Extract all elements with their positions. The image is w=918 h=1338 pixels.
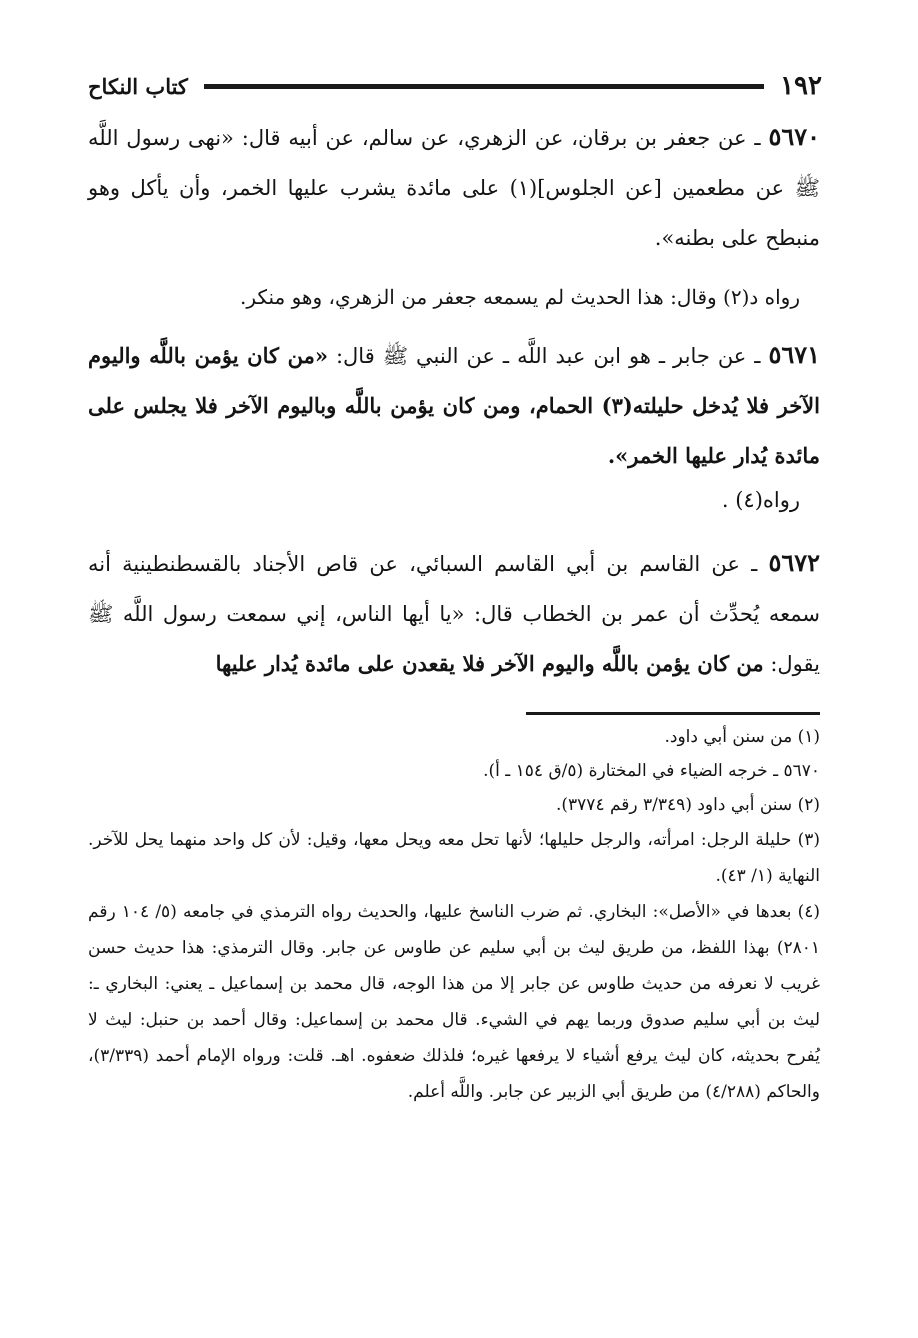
footnote-4: (٤) بعدها في «الأصل»: البخاري. ثم ضرب الناسخ عليها، والحديث رواه الترمذي في جامعه (٥/ ١٠٤ رقم ٢٨٠١) بهذا اللفظ، من طريق ليث بن أبي سليم عن طاوس عن جابر. وقال الترمذي: هذا حديث حسن غريب لا نعرفه من حديث طاوس عن جابر إلا من هذا الوجه، قال محمد بن إسماعيل ـ يعني: البخاري ـ: ليث بن أبي سليم صدوق وربما يهم في الشيء. قال محمد بن إسماعيل: وقال أحمد بن حنبل: ليث لا يُفرح بحديثه، كان ليث يرفع أشياء لا يرفعها غيره؛ فلذلك ضعفوه. اهـ. قلت: ورواه الإمام أحمد (٣/٣٣٩)، والحاكم (٤/٢٨٨) من طريق أبي الزبير عن جابر. واللَّه أعلم. bbox=[88, 902, 820, 1102]
hadith-text: «من كان يؤمن باللَّه واليوم الآخر فلا يُدخل حليلته(٣) الحمام، ومن كان يؤمن باللَّه وباليوم الآخر فلا يجلس على مائدة يُدار عليها الخمر». bbox=[88, 343, 820, 468]
hadith-text: من كان يؤمن باللَّه واليوم الآخر فلا يقعدن على مائدة يُدار عليها bbox=[215, 651, 764, 676]
book-title: كتاب النكاح bbox=[88, 73, 188, 99]
hadith-text: ـ عن جعفر بن برقان، عن الزهري، عن سالم، عن أبيه قال: «نهى رسول اللَّه ﷺ عن مطعمين [عن الجلوس](١) على مائدة يشرب عليها الخمر، وأن يأكل وهو منبطح على بطنه». bbox=[88, 126, 820, 250]
hadith-5671-note: رواه(٤) . bbox=[721, 488, 800, 512]
footnote-5670-takhrij: ٥٦٧٠ ـ خرجه الضياء في المختارة (٥/ق ١٥٤ ـ أ). bbox=[483, 761, 820, 781]
hadith-5671 bbox=[88, 330, 820, 481]
footnotes bbox=[88, 720, 820, 1110]
page-number: ١٩٢ bbox=[780, 71, 822, 101]
header-rule bbox=[204, 84, 764, 89]
hadith-5670 bbox=[88, 112, 820, 263]
footnote-3: (٣) حليلة الرجل: امرأته، والرجل حليلها؛ لأنها تحل معه ويحل معها، وقيل: لأن كل واحد منهما يحل للآخر. النهاية (١/ ٤٣). bbox=[88, 830, 820, 886]
hadith-number: ٥٦٧٠ bbox=[768, 122, 820, 151]
page-header bbox=[88, 66, 822, 106]
hadith-5670-note: رواه د(٢) وقال: هذا الحديث لم يسمعه جعفر من الزهري، وهو منكر. bbox=[240, 285, 800, 309]
hadith-number: ٥٦٧٢ bbox=[768, 548, 820, 577]
hadith-intro: ـ عن جابر ـ هو ابن عبد اللَّه ـ عن النبي ﷺ قال: bbox=[327, 344, 769, 368]
hadith-5672 bbox=[88, 538, 820, 689]
footnote-separator bbox=[526, 712, 820, 715]
footnote-2: (٢) سنن أبي داود (٣/٣٤٩ رقم ٣٧٧٤). bbox=[556, 795, 820, 815]
hadith-number: ٥٦٧١ bbox=[768, 340, 821, 369]
footnote-1: (١) من سنن أبي داود. bbox=[664, 727, 820, 747]
hadith-intro: ـ عن القاسم بن أبي القاسم السبائي، عن قاص الأجناد بالقسطنطينية أنه سمعه يُحدِّث أن عمر بن الخطاب قال: «يا أيها الناس، إني سمعت رسول اللَّه ﷺ يقول: bbox=[88, 552, 820, 676]
